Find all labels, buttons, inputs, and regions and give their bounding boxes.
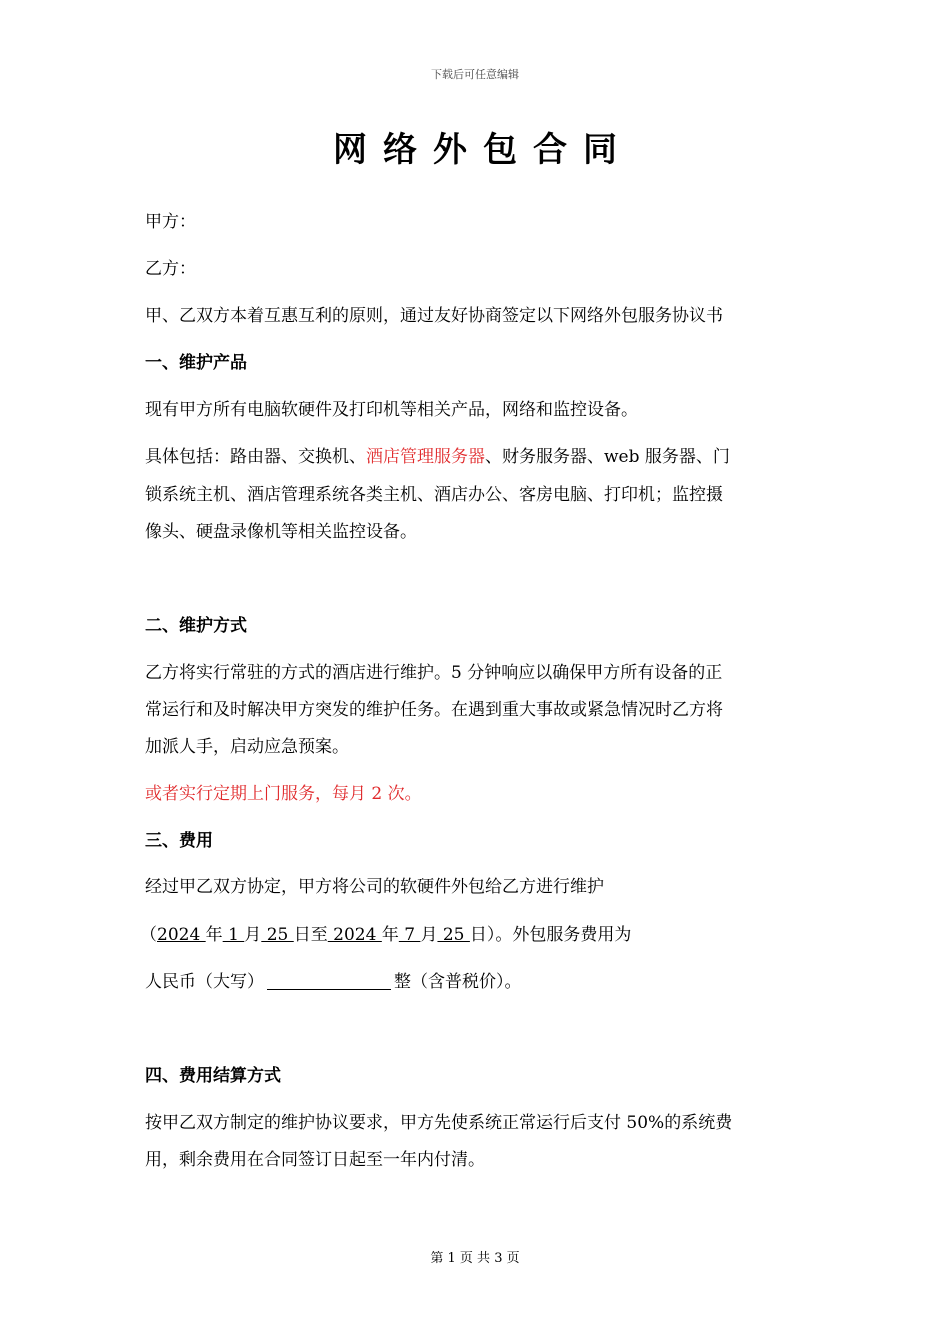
- service-period: [140, 916, 810, 954]
- section2-paragraph1-line3: 加派人手，启动应急预案。: [145, 737, 349, 757]
- party-b-label: 乙方：: [145, 259, 196, 279]
- fee-prefix: 人民币（大写）: [145, 972, 264, 992]
- section2-paragraph2: 或者实行定期上门服务，每月 2 次。: [145, 784, 422, 804]
- section3-paragraph1: 经过甲乙双方协定，甲方将公司的软硬件外包给乙方进行维护: [145, 877, 604, 897]
- section1-p2-highlight: 酒店管理服务器: [366, 447, 485, 467]
- section1-p2-suffix: 、财务服务器、web 服务器、门: [485, 447, 730, 467]
- start-day: 25: [261, 925, 294, 945]
- end-day: 25: [437, 925, 470, 945]
- period-close: 日）。外包服务费用为: [469, 925, 632, 945]
- intro-paragraph: 甲、乙双方本着互惠互利的原则，通过友好协商签定以下网络外包服务协议书: [145, 306, 723, 326]
- fee-amount-blank: [267, 969, 391, 990]
- section2-paragraph1-line1: 乙方将实行常驻的方式的酒店进行维护。5 分钟响应以确保甲方所有设备的正: [145, 663, 723, 683]
- period-open: （: [140, 925, 157, 945]
- end-year: 2024: [327, 925, 382, 945]
- section2-heading: 二、维护方式: [145, 616, 247, 636]
- section1-paragraph2-line1: [145, 438, 815, 476]
- section1-p2-prefix: 具体包括：路由器、交换机、: [145, 447, 366, 467]
- section1-paragraph2-line3: 像头、硬盘录像机等相关监控设备。: [145, 522, 417, 542]
- section4-paragraph1-line2: 用，剩余费用在合同签订日起至一年内付清。: [145, 1150, 485, 1170]
- end-month: 7: [398, 925, 421, 945]
- page-number: 第 1 页 共 3 页: [430, 1251, 520, 1266]
- day-to-label: 日至: [293, 925, 328, 945]
- party-a-label: 甲方：: [145, 212, 196, 232]
- section4-paragraph1-line1: 按甲乙双方制定的维护协议要求，甲方先使系统正常运行后支付 50%的系统费: [145, 1113, 733, 1133]
- year-label-2: 年: [381, 925, 399, 945]
- section1-paragraph2-line2: 锁系统主机、酒店管理系统各类主机、酒店办公、客房电脑、打印机；监控摄: [145, 485, 723, 505]
- section4-heading: 四、费用结算方式: [145, 1066, 281, 1086]
- start-year: 2024: [157, 925, 206, 945]
- fee-suffix: 整（含普税价）。: [394, 972, 522, 992]
- section2-paragraph1-line2: 常运行和及时解决甲方突发的维护任务。在遇到重大事故或紧急情况时乙方将: [145, 700, 723, 720]
- month-label-2: 月: [420, 925, 438, 945]
- document-title: 网络外包合同: [333, 130, 633, 170]
- month-label-1: 月: [244, 925, 262, 945]
- fee-line: [145, 963, 815, 1001]
- section1-heading: 一、维护产品: [145, 353, 247, 373]
- section1-paragraph1: 现有甲方所有电脑软硬件及打印机等相关产品，网络和监控设备。: [145, 400, 638, 420]
- year-label-1: 年: [205, 925, 223, 945]
- start-month: 1: [222, 925, 245, 945]
- section3-heading: 三、费用: [145, 831, 213, 851]
- header-note: 下载后可任意编辑: [431, 68, 519, 81]
